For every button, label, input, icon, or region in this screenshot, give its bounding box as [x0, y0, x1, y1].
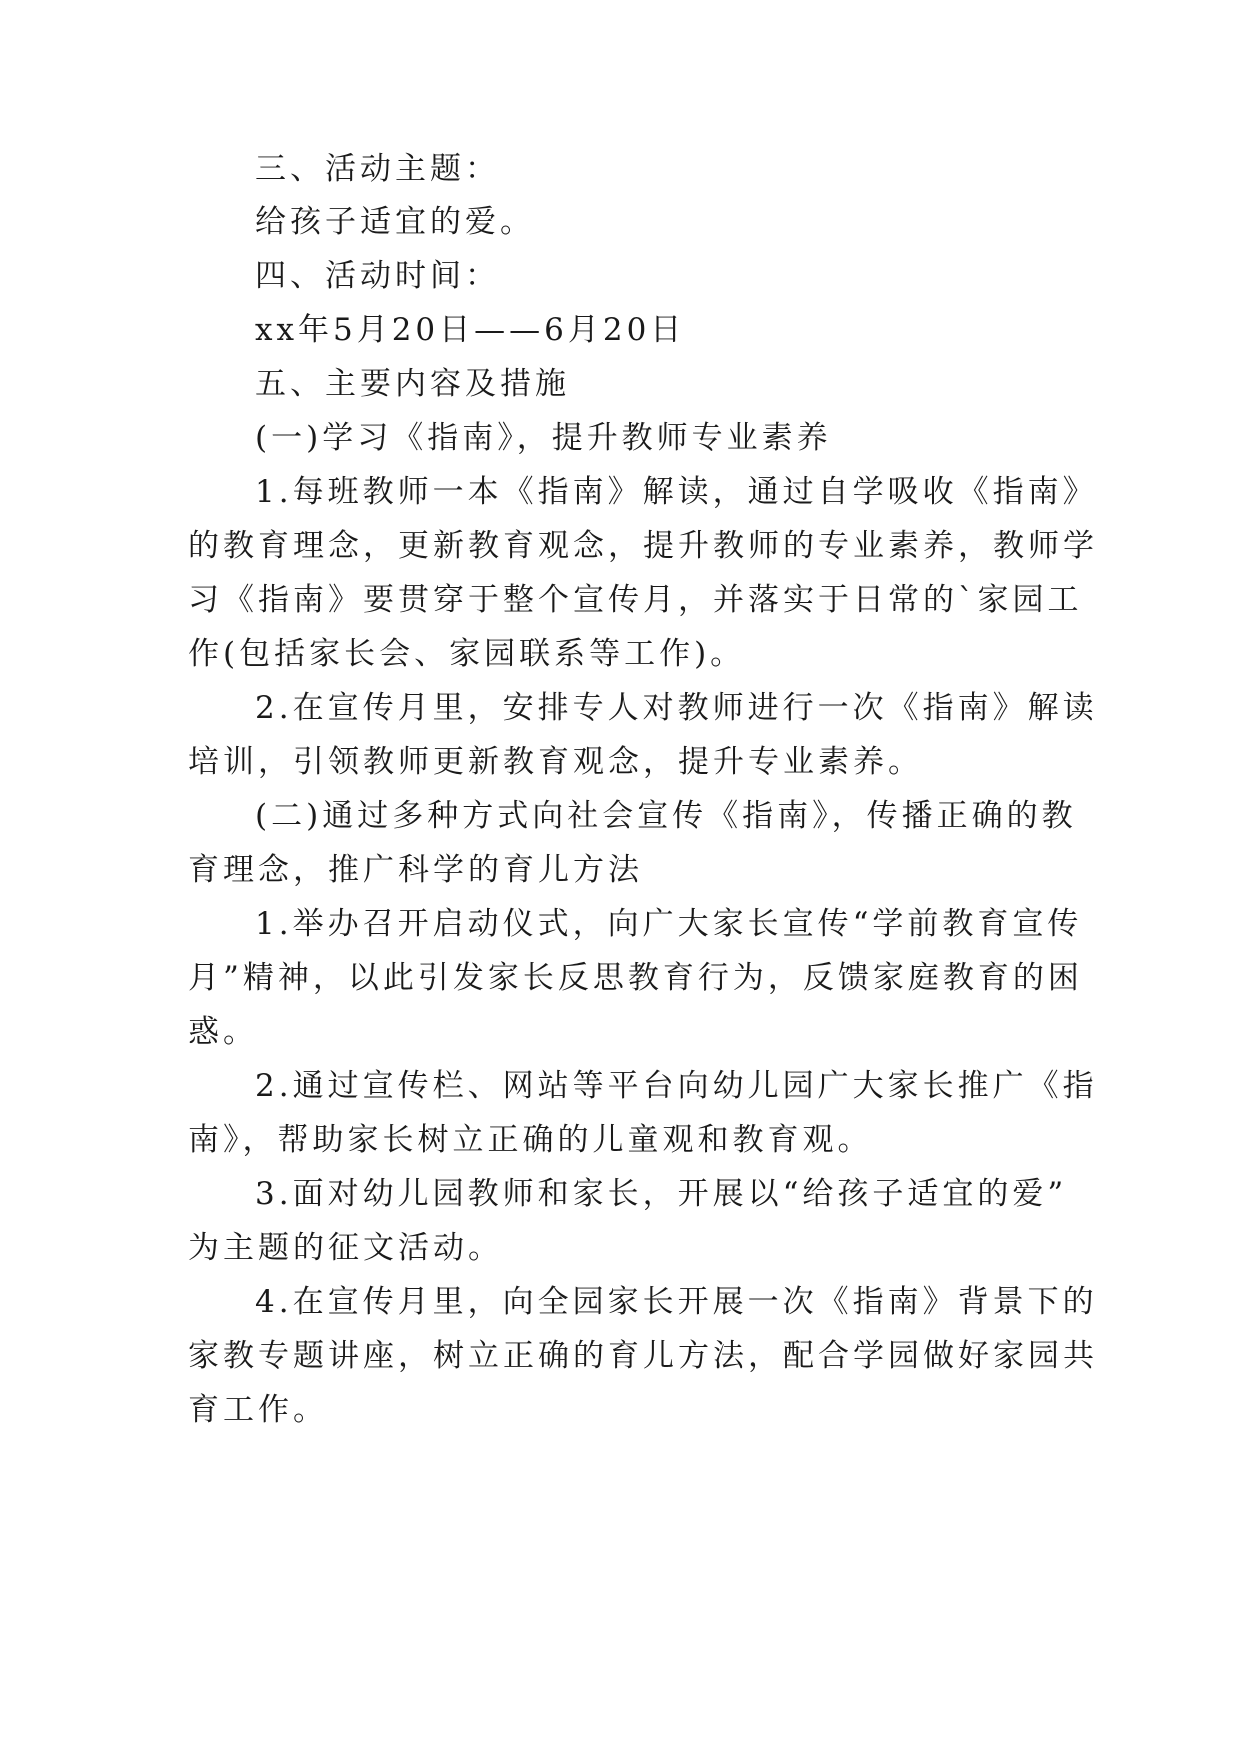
paragraph-line: 为主题的征文活动。 [188, 1230, 503, 1266]
subheading-2: (二)通过多种方式向社会宣传《指南》，传播正确的教 [255, 798, 1077, 834]
paragraph-line: 南》，帮助家长树立正确的儿童观和教育观。 [188, 1122, 873, 1158]
activity-time-text: xx年5月20日——6月20日 [255, 312, 686, 348]
activity-theme-text: 给孩子适宜的爱。 [255, 204, 535, 240]
paragraph-line: 惑。 [188, 1014, 258, 1050]
paragraph-line: 1.每班教师一本《指南》解读，通过自学吸收《指南》 [255, 474, 1098, 510]
paragraph-line: 作(包括家长会、家园联系等工作)。 [188, 636, 746, 672]
paragraph-line: 家教专题讲座，树立正确的育儿方法，配合学园做好家园共 [188, 1338, 1098, 1374]
paragraph-line: 3.面对幼儿园教师和家长，开展以“给孩子适宜的爱” [255, 1176, 1068, 1212]
subheading-2-continued: 育理念，推广科学的育儿方法 [188, 852, 643, 888]
heading-main-content: 五、主要内容及措施 [255, 366, 570, 402]
paragraph-line: 1.举办召开启动仪式，向广大家长宣传“学前教育宣传 [255, 906, 1083, 942]
paragraph-line: 2.在宣传月里，安排专人对教师进行一次《指南》解读 [255, 690, 1098, 726]
paragraph-line: 的教育理念，更新教育观念，提升教师的专业素养，教师学 [188, 528, 1098, 564]
paragraph-line: 习《指南》要贯穿于整个宣传月，并落实于日常的`家园工 [188, 582, 1083, 618]
heading-activity-time: 四、活动时间： [255, 258, 500, 294]
subheading-1: (一)学习《指南》，提升教师专业素养 [255, 420, 832, 456]
paragraph-line: 2.通过宣传栏、网站等平台向幼儿园广大家长推广《指 [255, 1068, 1098, 1104]
paragraph-line: 4.在宣传月里，向全园家长开展一次《指南》背景下的 [255, 1284, 1098, 1320]
paragraph-line: 月”精神，以此引发家长反思教育行为，反馈家庭教育的困 [188, 960, 1083, 996]
paragraph-line: 培训，引领教师更新教育观念，提升专业素养。 [188, 744, 923, 780]
heading-activity-theme: 三、活动主题： [255, 151, 500, 187]
paragraph-line: 育工作。 [188, 1392, 328, 1428]
